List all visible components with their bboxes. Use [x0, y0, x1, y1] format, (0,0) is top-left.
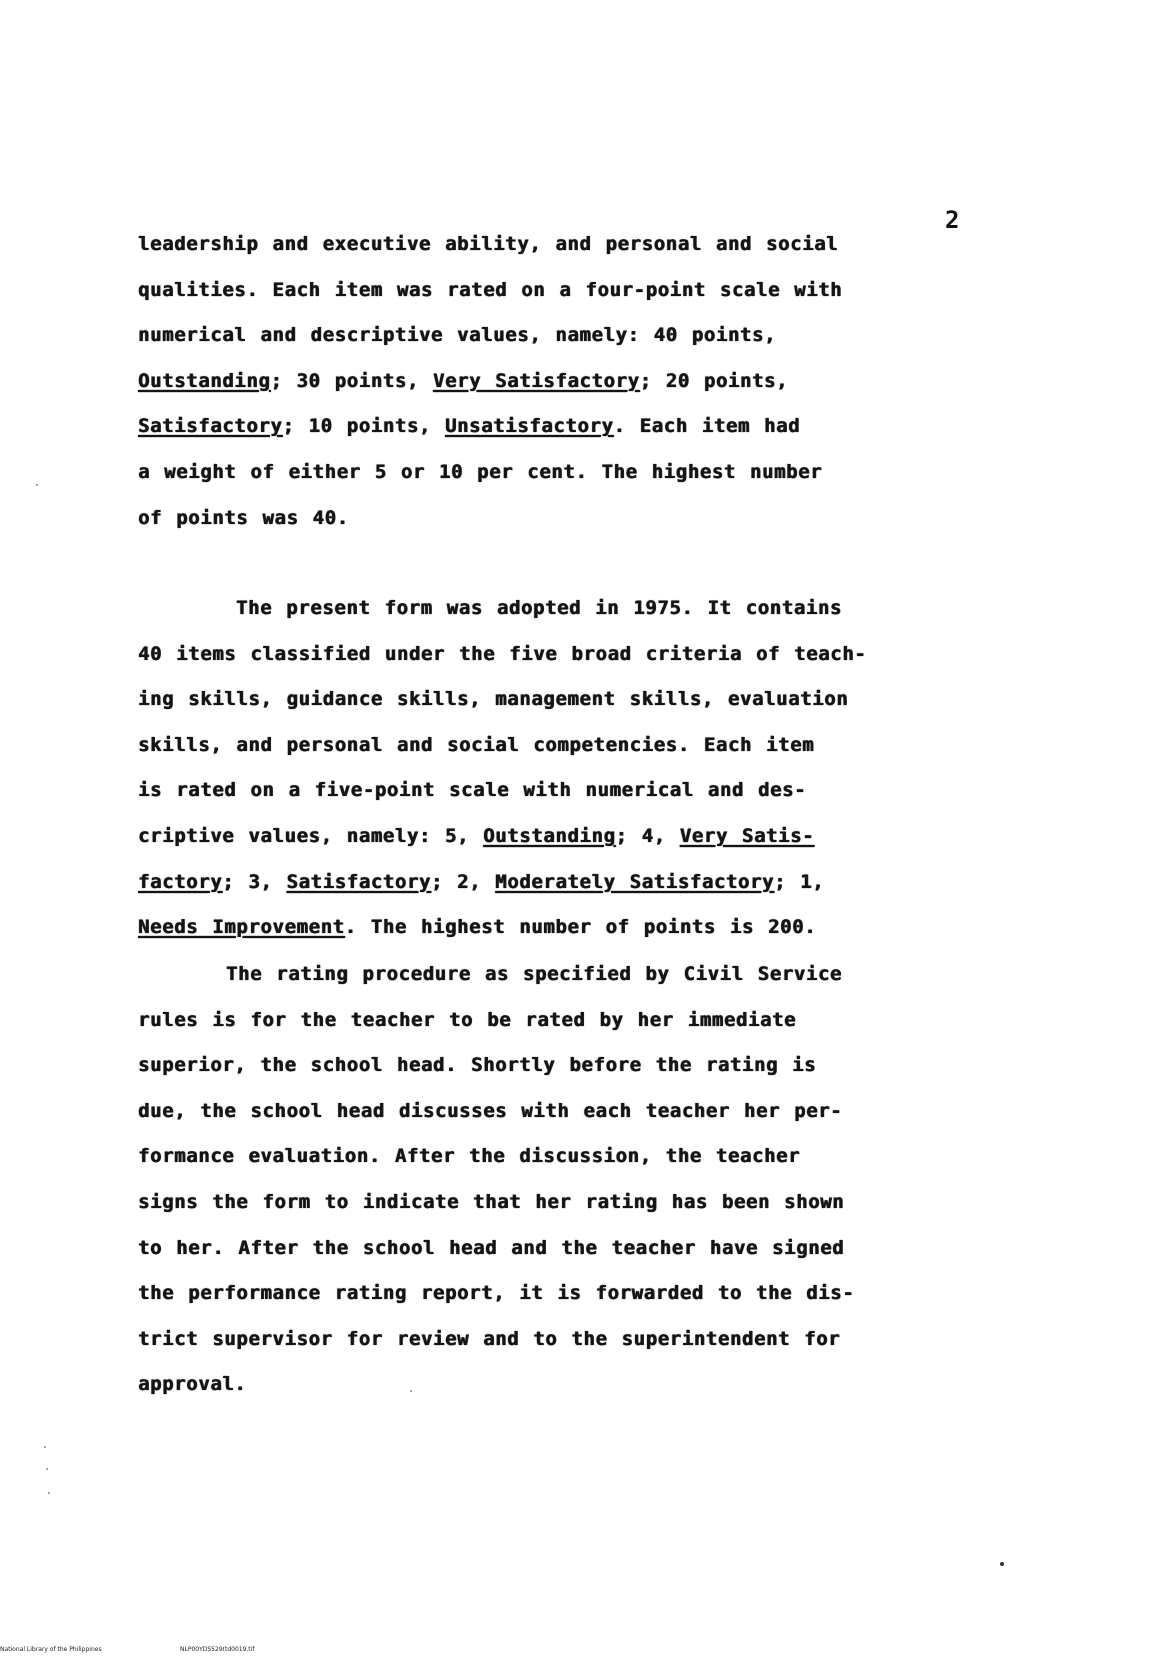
footer-source: National Library of the Philippines	[0, 1646, 102, 1653]
text-line	[138, 404, 988, 450]
text-line	[138, 860, 988, 906]
text-line: the performance rating report, it is forwarded to the dis-	[138, 1282, 855, 1305]
text-line	[138, 814, 988, 860]
text-line: leadership and executive ability, and personal and social	[138, 233, 839, 255]
scan-speck	[46, 1468, 48, 1470]
text-run: ; 30 points,	[270, 369, 433, 392]
text-run: ; 10 points,	[282, 415, 445, 438]
scan-speck	[36, 484, 38, 486]
underlined-term: Very Satisfactory	[432, 369, 640, 392]
text-line: superior, the school head. Shortly before the rating is	[138, 1054, 817, 1077]
underlined-term: Unsatisfactory	[444, 415, 614, 438]
scan-speck	[48, 1492, 50, 1494]
text-line: ing skills, guidance skills, management skills, evaluation	[138, 688, 849, 711]
text-line: signs the form to indicate that her rating has been shown	[138, 1190, 845, 1213]
underlined-term: Satisfactory	[138, 415, 283, 438]
underlined-term: Needs Improvement	[138, 916, 345, 939]
scan-mark	[1000, 1562, 1004, 1566]
text-line: a weight of either 5 or 10 per cent. The highest number	[138, 460, 823, 483]
underlined-term: Outstanding	[483, 824, 616, 847]
paragraph-present-form	[138, 586, 988, 951]
text-line: The present form was adopted in 1975. It contains	[236, 597, 842, 619]
text-line: qualities. Each item was rated on a four-point scale with	[138, 278, 843, 301]
text-run: . The highest number of points is 200.	[344, 916, 817, 939]
text-line: of points was 40.	[138, 506, 349, 529]
text-run: ; 2,	[430, 870, 496, 893]
page-number: 2	[945, 206, 960, 234]
text-run: ; 4,	[615, 824, 680, 847]
text-line: rules is for the teacher to be rated by her immediate	[138, 1008, 797, 1031]
text-run: ; 20 points,	[639, 369, 789, 392]
underlined-term: factory	[138, 870, 223, 893]
underlined-term: Very Satis-	[679, 824, 815, 847]
underlined-term: Moderately Satisfactory	[495, 870, 775, 893]
text-run: ; 3,	[222, 870, 287, 893]
text-line: approval.	[138, 1373, 247, 1396]
scan-speck	[410, 1390, 412, 1392]
text-run: criptive values, namely: 5,	[138, 824, 484, 847]
underlined-term: Outstanding	[138, 369, 271, 392]
text-line: to her. After the school head and the teacher have signed	[138, 1236, 845, 1259]
text-line: skills, and personal and social competencies. Each item	[138, 733, 815, 756]
text-line: trict supervisor for review and to the superintendent for	[138, 1327, 841, 1350]
paragraph-rating-procedure	[138, 952, 988, 1408]
text-run: ; 1,	[774, 870, 825, 893]
footer-file-name: NLP00YDS529(td0019.tif	[180, 1646, 255, 1653]
underlined-term: Satisfactory	[286, 870, 431, 893]
text-line: 40 items classified under the five broad criteria of teach-	[138, 642, 867, 665]
scan-speck	[44, 1446, 46, 1448]
text-line: numerical and descriptive values, namely: 40 points,	[138, 324, 777, 347]
paragraph-rating-history	[138, 222, 988, 541]
text-line	[138, 905, 988, 951]
text-line: due, the school head discusses with each teacher her per-	[138, 1099, 843, 1122]
text-line: formance evaluation. After the discussion, the teacher	[138, 1145, 801, 1168]
text-line: The rating procedure as specified by Civil Service	[226, 963, 842, 985]
text-line: is rated on a five-point scale with numerical and des-	[138, 779, 807, 802]
text-run: . Each item had	[613, 415, 801, 438]
text-line	[138, 359, 988, 405]
